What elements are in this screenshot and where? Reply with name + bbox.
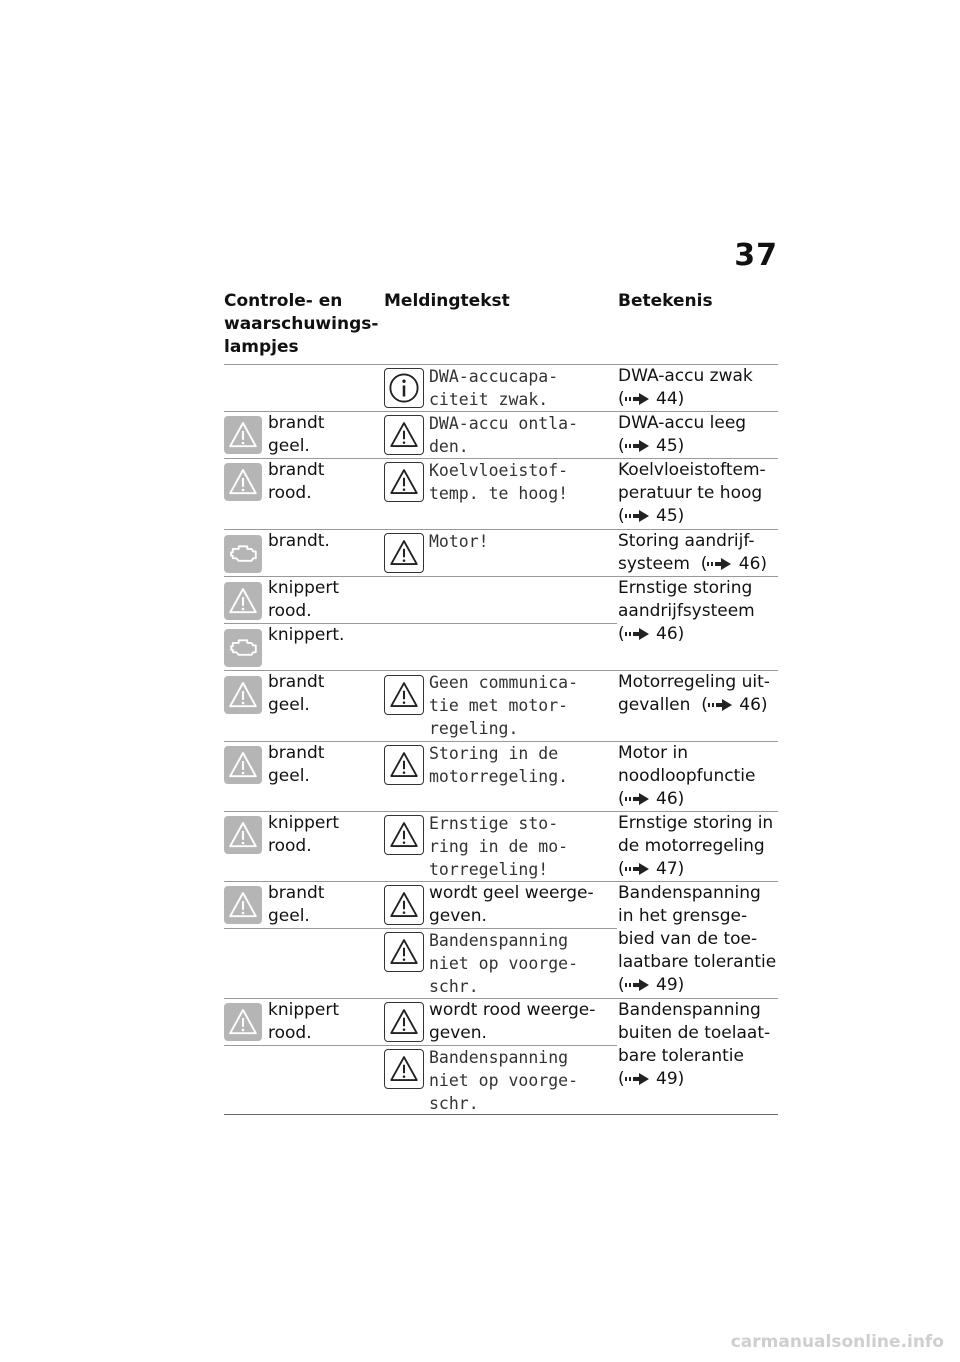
warning-icon xyxy=(384,745,424,785)
info-icon xyxy=(384,368,424,408)
message-text: Bandenspanning niet op voorge- schr. xyxy=(429,1048,579,1113)
warning-lamp-icon xyxy=(224,463,262,501)
page-ref-arrow-icon xyxy=(625,792,651,806)
warning-icon xyxy=(384,815,424,855)
message-text: wordt geel weerge- geven. xyxy=(429,883,594,926)
page-ref-arrow-icon xyxy=(625,978,651,992)
warning-lamp-icon xyxy=(224,886,262,924)
message-text: wordt rood weerge- geven. xyxy=(429,1000,596,1043)
message-text: DWA-accucapa- citeit zwak. xyxy=(429,367,559,409)
meaning-text: DWA-accu zwak ( 44) xyxy=(618,366,753,409)
meaning-text: Ernstige storing aandrijfsysteem ( 46) xyxy=(618,578,755,644)
lamp-status: brandt geel. xyxy=(268,413,325,456)
message-text: Ernstige sto- ring in de mo- torregeling! xyxy=(429,814,569,879)
warning-icon xyxy=(384,932,424,972)
header-message: Meldingtekst xyxy=(384,291,510,311)
engine-lamp-icon xyxy=(224,629,262,667)
message-text: Bandenspanning niet op voorge- schr. xyxy=(429,931,579,996)
page-ref-arrow-icon xyxy=(625,439,651,453)
page-ref-arrow-icon xyxy=(707,557,733,571)
message-text: Geen communica- tie met motor- regeling. xyxy=(429,673,579,738)
lamp-status: brandt. xyxy=(268,531,330,551)
warning-icon xyxy=(384,462,424,502)
lamp-status: brandt rood. xyxy=(268,460,325,503)
warning-icon xyxy=(384,533,424,573)
message-text: Koelvloeistof- temp. te hoog! xyxy=(429,461,569,503)
lamp-status: knippert rood. xyxy=(268,578,340,621)
page-ref-arrow-icon xyxy=(625,509,651,523)
lamp-status: knippert rood. xyxy=(268,1000,340,1043)
meaning-text: DWA-accu leeg ( 45) xyxy=(618,413,747,456)
page-number: 37 xyxy=(734,238,778,273)
meaning-text: Motor in noodloopfunctie ( 46) xyxy=(618,743,756,809)
page-ref-arrow-icon xyxy=(708,698,734,712)
header-lamps: Controle- en waarschuwings- lampjes xyxy=(224,291,379,357)
message-text: Storing in de motorregeling. xyxy=(429,744,569,786)
warning-icon xyxy=(384,1049,424,1089)
warning-icon xyxy=(384,415,424,455)
header-meaning: Betekenis xyxy=(618,291,713,311)
meaning-text: Storing aandrijf- systeem ( 46) xyxy=(618,531,768,574)
lamp-status: knippert rood. xyxy=(268,813,340,856)
lamp-status: brandt geel. xyxy=(268,743,325,786)
warning-icon xyxy=(384,1002,424,1042)
message-text: Motor! xyxy=(429,532,489,551)
lamp-status: brandt geel. xyxy=(268,883,325,926)
meaning-text: Ernstige storing in de motorregeling ( 47) xyxy=(618,813,774,879)
engine-lamp-icon xyxy=(224,535,262,573)
warning-lamp-icon xyxy=(224,582,262,620)
warning-icon xyxy=(384,675,424,715)
meaning-text: Motorregeling uit- gevallen ( 46) xyxy=(618,672,770,715)
warning-icon xyxy=(384,885,424,925)
meaning-text: Bandenspanning buiten de toelaat- bare tolerantie ( 49) xyxy=(618,1000,771,1089)
page-ref-arrow-icon xyxy=(625,1072,651,1086)
message-text: DWA-accu ontla- den. xyxy=(429,414,579,456)
page-ref-arrow-icon xyxy=(625,392,651,406)
warning-lamp-icon xyxy=(224,1003,262,1041)
watermark: carmanualsonline.info xyxy=(730,1332,944,1352)
page-ref-arrow-icon xyxy=(625,627,651,641)
meaning-text: Koelvloeistoftem- peratuur te hoog ( 45) xyxy=(618,460,766,526)
warning-lamp-icon xyxy=(224,816,262,854)
lamp-status: brandt geel. xyxy=(268,672,325,715)
lamp-status: knippert. xyxy=(268,625,345,645)
warning-lamp-icon xyxy=(224,746,262,784)
meaning-text: Bandenspanning in het grensge- bied van de toe- laatbare tolerantie ( 49) xyxy=(618,883,777,995)
page-ref-arrow-icon xyxy=(625,862,651,876)
warning-lamp-icon xyxy=(224,416,262,454)
warning-lamp-icon xyxy=(224,676,262,714)
